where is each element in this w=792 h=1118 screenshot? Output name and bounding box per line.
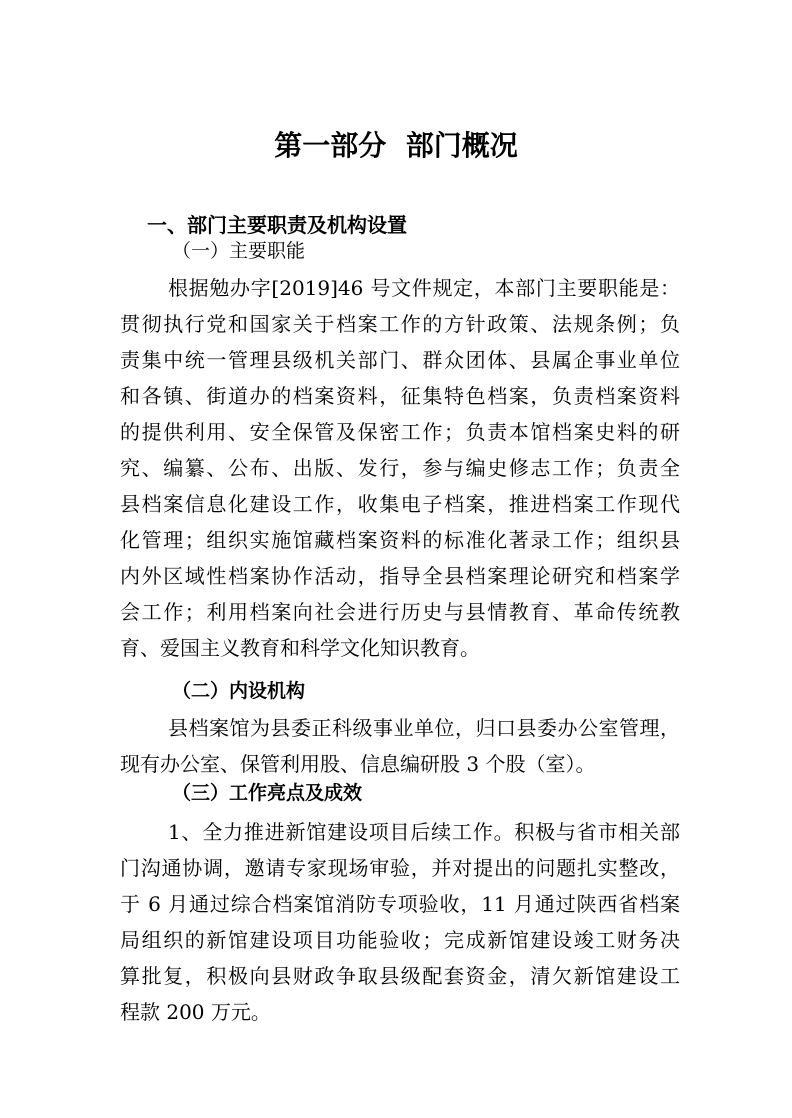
subsection-heading-functions: （一）主要职能 (172, 240, 306, 262)
paragraph-line: 内外区域性档案协作活动，指导全县档案理论研究和档案学 (120, 564, 680, 588)
paragraph-line: 于 6 月通过综合档案馆消防专项验收，11 月通过陕西省档案 (120, 892, 680, 916)
subsection-heading-structure: （二）内设机构 (172, 680, 306, 702)
paragraph-line: 育、爱国主义教育和科学文化知识教育。 (120, 636, 480, 660)
paragraph-line: 究、编纂、公布、出版、发行，参与编史修志工作；负责全 (120, 456, 680, 480)
paragraph-functions (120, 270, 680, 666)
paragraph-line: 县档案馆为县委正科级事业单位，归口县委办公室管理， (168, 716, 680, 740)
paragraph-line: 和各镇、街道办的档案资料，征集特色档案，负责档案资料 (120, 384, 680, 408)
paragraph-line: 现有办公室、保管利用股、信息编研股 3 个股（室）。 (120, 752, 596, 776)
paragraph-line: 贯彻执行党和国家关于档案工作的方针政策、法规条例；负 (120, 312, 680, 336)
paragraph-line: 化管理；组织实施馆藏档案资料的标准化著录工作；组织县 (120, 528, 680, 552)
subsection-heading-highlights: （三）工作亮点及成效 (172, 782, 363, 804)
paragraph-line: 县档案信息化建设工作，收集电子档案，推进档案工作现代 (120, 492, 680, 516)
paragraph-line: 程款 200 万元。 (120, 1000, 271, 1024)
section-heading: 一、部门主要职责及机构设置 (147, 213, 407, 237)
paragraph-line: 1、全力推进新馆建设项目后续工作。积极与省市相关部 (168, 820, 680, 844)
paragraph-line: 算批复，积极向县财政争取县级配套资金，清欠新馆建设工 (120, 964, 680, 988)
paragraph-structure (120, 710, 680, 782)
paragraph-line: 局组织的新馆建设项目功能验收；完成新馆建设竣工财务决 (120, 928, 680, 952)
paragraph-line: 会工作；利用档案向社会进行历史与县情教育、革命传统教 (120, 600, 680, 624)
paragraph-highlights (120, 814, 680, 1030)
paragraph-line: 根据勉办字[2019]46 号文件规定，本部门主要职能是： (168, 276, 680, 300)
paragraph-line: 门沟通协调，邀请专家现场审验，并对提出的问题扎实整改， (120, 856, 680, 880)
paragraph-line: 的提供利用、安全保管及保密工作；负责本馆档案史料的研 (120, 420, 680, 444)
paragraph-line: 责集中统一管理县级机关部门、群众团体、县属企事业单位 (120, 348, 680, 372)
page-title: 第一部分 部门概况 (274, 129, 518, 162)
